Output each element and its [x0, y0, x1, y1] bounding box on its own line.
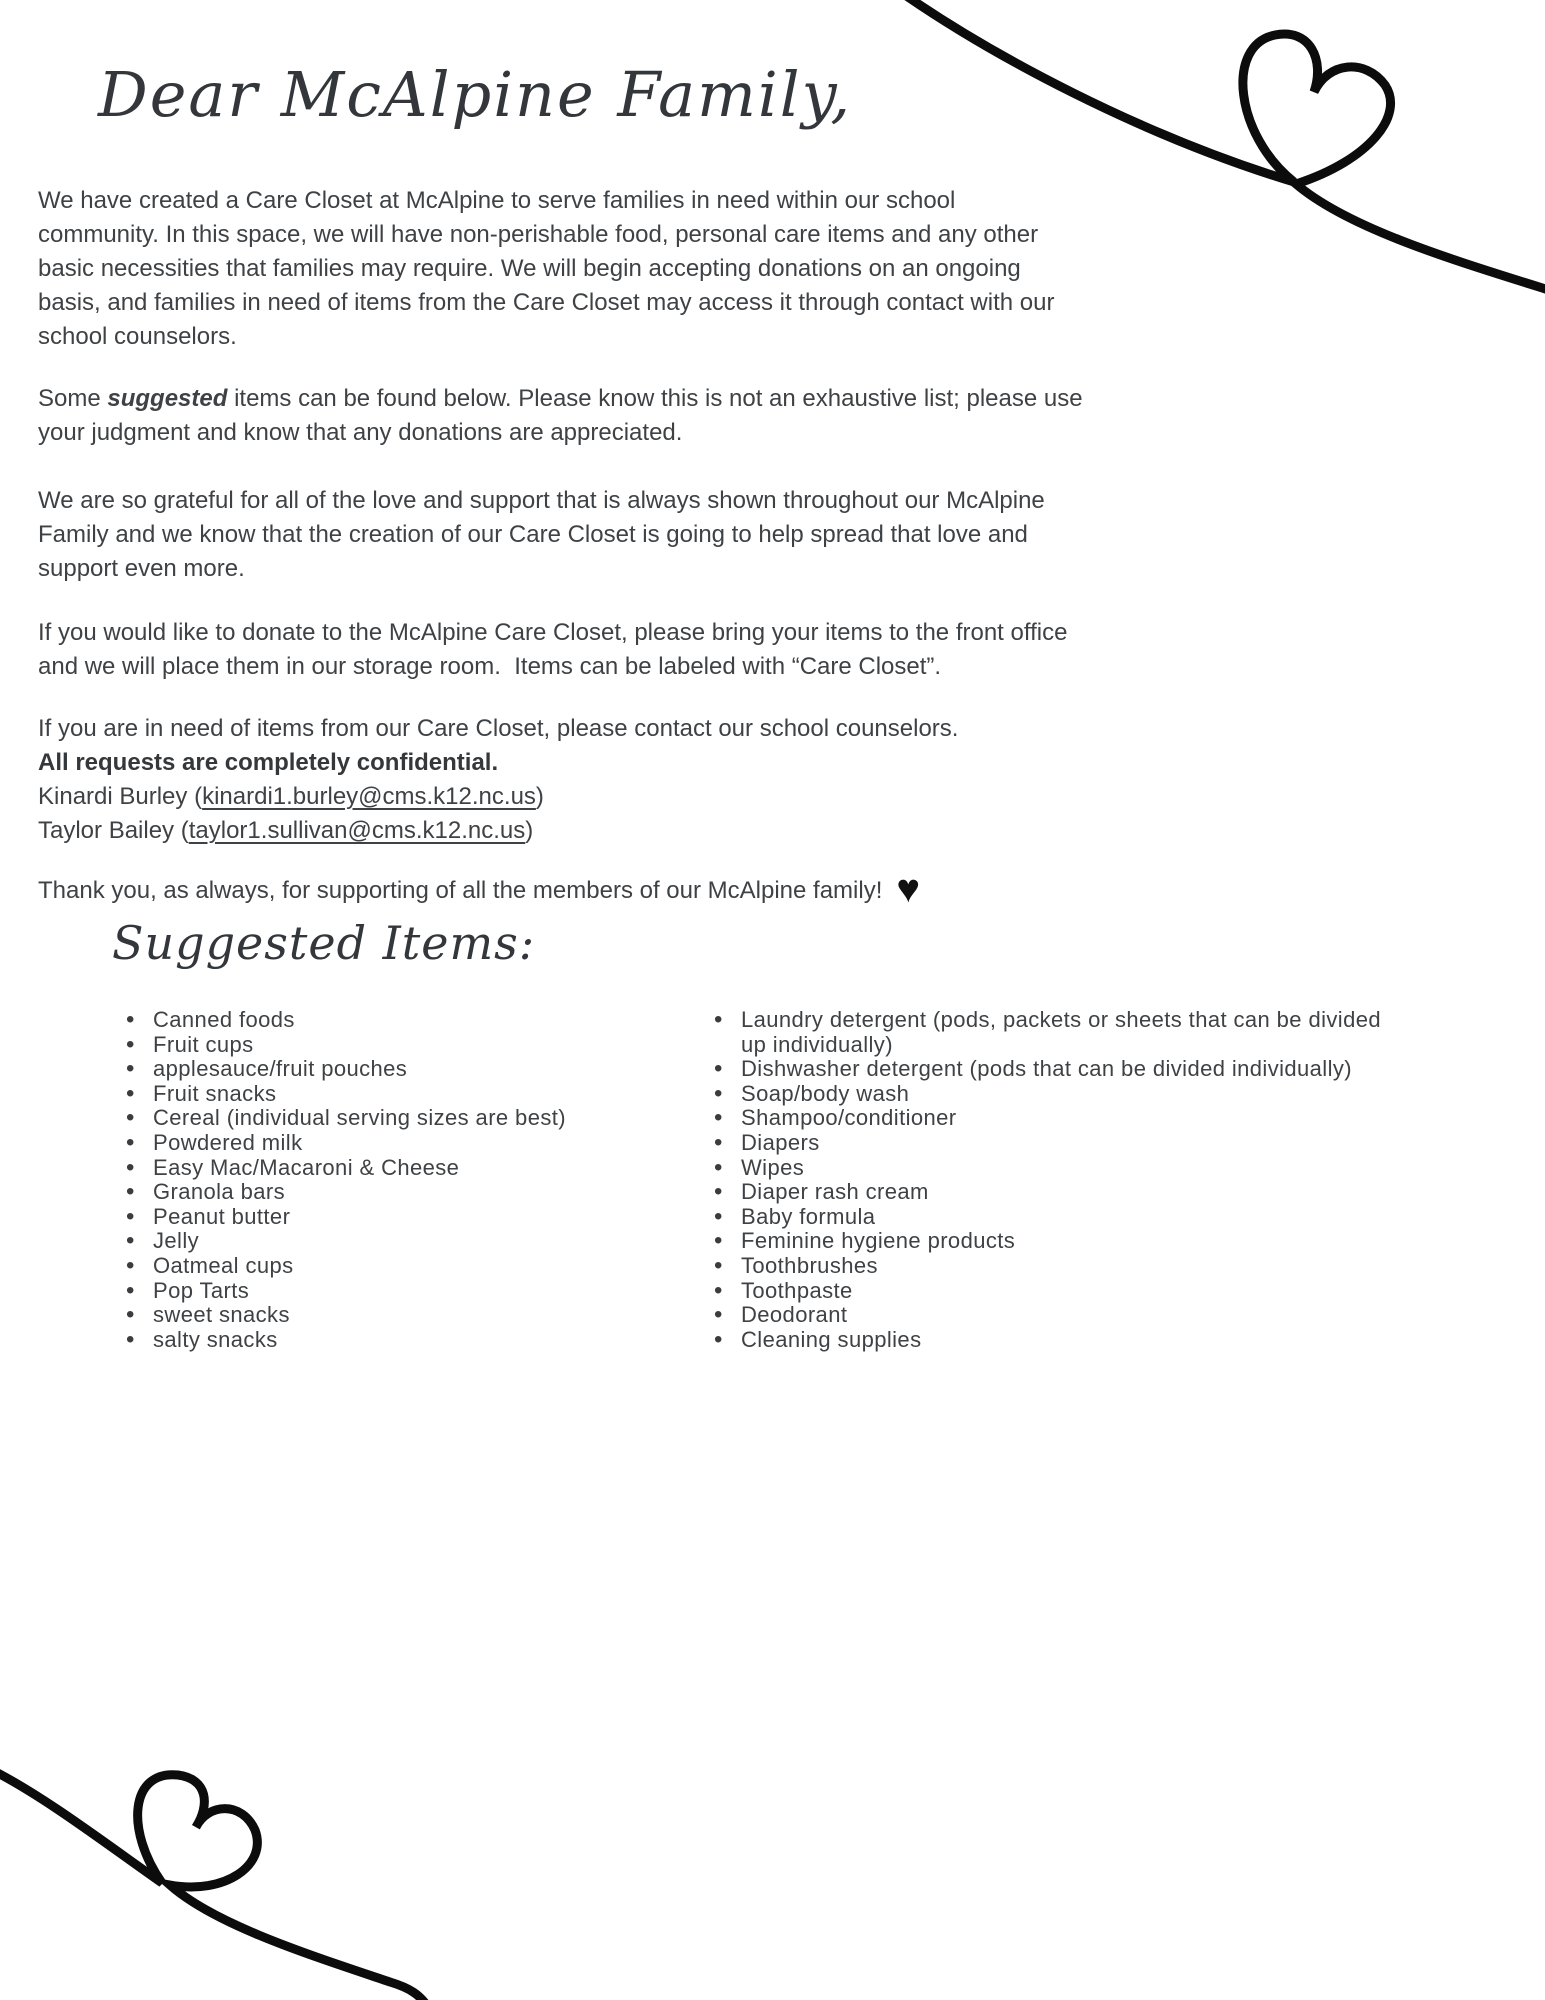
suggested-items-list-left: [124, 1008, 704, 1352]
text-span: items can be found below. Please know this is not an exhaustive list; please use: [227, 385, 1083, 412]
suggested-item: • Canned foods: [124, 1008, 704, 1033]
suggested-item: • Deodorant: [712, 1303, 1402, 1328]
paragraph-line: We have created a Care Closet at McAlpine to serve families in need within our school: [38, 187, 956, 214]
paragraph-line: support even more.: [38, 555, 245, 582]
suggested-item: • Diaper rash cream: [712, 1180, 1402, 1205]
heart-icon: ♥: [896, 867, 921, 911]
suggested-item: • Fruit cups: [124, 1033, 704, 1058]
paragraph-suggested: [38, 382, 1083, 450]
paragraph-line: We are so grateful for all of the love and support that is always shown throughout our McAlpine: [38, 487, 1045, 514]
suggested-item: • Shampoo/conditioner: [712, 1106, 1402, 1131]
open-paren: (: [194, 783, 203, 810]
close-paren: ): [535, 783, 544, 810]
suggested-item: • Cleaning supplies: [712, 1328, 1402, 1353]
paragraph-thanks: [38, 867, 921, 911]
paragraph-line: school counselors.: [38, 323, 237, 350]
thanks-text: Thank you, as always, for supporting of all the members of our McAlpine family!: [38, 877, 883, 904]
suggested-item: • Pop Tarts: [124, 1279, 704, 1304]
suggested-item: • Baby formula: [712, 1205, 1402, 1230]
contact-name: Taylor Bailey: [38, 817, 181, 844]
confidential-note: All requests are completely confidential.: [38, 749, 499, 776]
contact-row: [38, 780, 958, 814]
suggested-item: • Jelly: [124, 1229, 704, 1254]
letter-salutation: Dear McAlpine Family,: [98, 58, 853, 131]
suggested-item: • Toothpaste: [712, 1279, 1402, 1304]
paragraph-line: If you would like to donate to the McAlpine Care Closet, please bring your items to the front office: [38, 619, 1068, 646]
suggested-item: • Dishwasher detergent (pods that can be divided individually): [712, 1057, 1402, 1082]
suggested-items-heading: Suggested Items:: [112, 916, 536, 970]
suggested-item: • sweet snacks: [124, 1303, 704, 1328]
suggested-item: • Diapers: [712, 1131, 1402, 1156]
paragraph-intro: [38, 184, 1054, 354]
suggested-item: • Cereal (individual serving sizes are best): [124, 1106, 704, 1131]
open-paren: (: [180, 817, 189, 844]
suggested-item: • Oatmeal cups: [124, 1254, 704, 1279]
suggested-item: • Granola bars: [124, 1180, 704, 1205]
contact-name: Kinardi Burley: [38, 783, 195, 810]
emphasis-suggested: suggested: [107, 385, 228, 412]
suggested-item: • Feminine hygiene products: [712, 1229, 1402, 1254]
contact-row: [38, 814, 958, 848]
suggested-item: • salty snacks: [124, 1328, 704, 1353]
paragraph-donate: [38, 616, 1067, 684]
paragraph-line: If you are in need of items from our Care Closet, please contact our school counselors.: [38, 715, 959, 742]
paragraph-line: basis, and families in need of items from the Care Closet may access it through contact with our: [38, 289, 1055, 316]
paragraph-line: community. In this space, we will have non-perishable food, personal care items and any other: [38, 221, 1039, 248]
suggested-item: • Soap/body wash: [712, 1082, 1402, 1107]
suggested-item: • Powdered milk: [124, 1131, 704, 1156]
paragraph-grateful: [38, 484, 1045, 586]
close-paren: ): [525, 817, 534, 844]
suggested-item: • Laundry detergent (pods, packets or sheets that can be divided up individually): [712, 1008, 1402, 1057]
suggested-item: • Toothbrushes: [712, 1254, 1402, 1279]
paragraph-line: basic necessities that families may require. We will begin accepting donations on an ongoing: [38, 255, 1021, 282]
paragraph-line: Family and we know that the creation of our Care Closet is going to help spread that love and: [38, 521, 1028, 548]
suggested-item: • Peanut butter: [124, 1205, 704, 1230]
suggested-item: • Easy Mac/Macaroni & Cheese: [124, 1156, 704, 1181]
suggested-items-list-right: [712, 1008, 1402, 1352]
paragraph-line: and we will place them in our storage room. Items can be labeled with “Care Closet”.: [38, 653, 942, 680]
email-link-kinardi[interactable]: kinardi1.burley@cms.k12.nc.us: [202, 783, 536, 810]
email-link-taylor[interactable]: taylor1.sullivan@cms.k12.nc.us: [188, 817, 526, 844]
suggested-item: • Fruit snacks: [124, 1082, 704, 1107]
suggested-item: • applesauce/fruit pouches: [124, 1057, 704, 1082]
paragraph-contact: [38, 712, 958, 848]
suggested-item: • Wipes: [712, 1156, 1402, 1181]
heart-line-doodle-bottom-left: [0, 1735, 470, 2000]
text-span: Some: [38, 385, 108, 412]
paragraph-line: your judgment and know that any donations are appreciated.: [38, 419, 683, 446]
paragraph-line: [38, 382, 1083, 416]
